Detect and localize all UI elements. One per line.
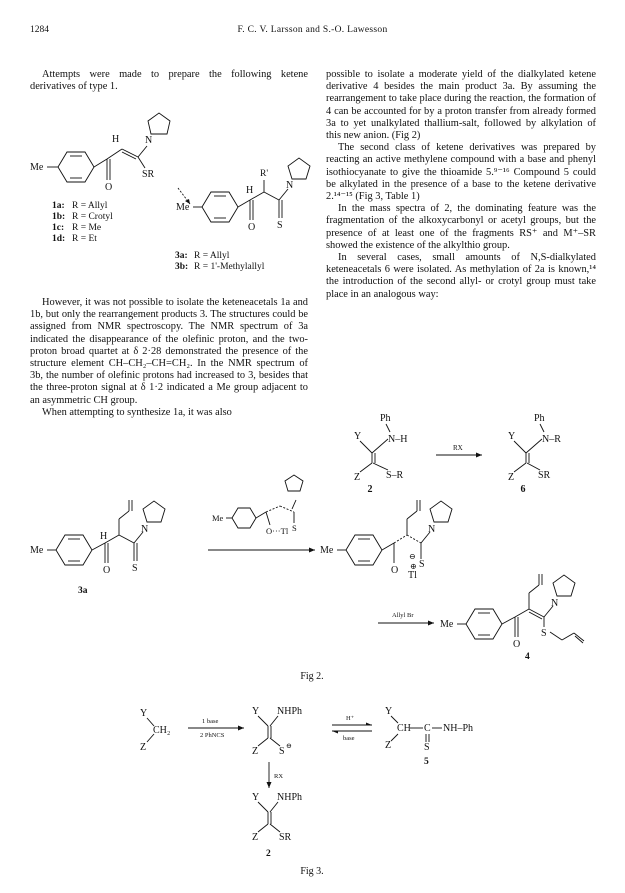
page-number: 1284 [30,25,49,35]
svg-text:S: S [132,563,138,574]
compound-3-structure [176,158,310,233]
thallium-intermediate [320,500,452,581]
thioamide-5 [385,706,473,767]
compound-6-structure [508,413,561,483]
svg-text:N: N [145,135,153,146]
compound-4-structure [440,574,584,662]
svg-text:H: H [112,134,120,145]
svg-text:Me: Me [30,545,44,556]
scheme-2-to-6 [350,408,600,483]
svg-text:1 base: 1 base [202,718,219,725]
left-para-1: Attempts were made to prepare the following ketene derivatives of type 1. [30,69,308,93]
svg-text:O: O [513,639,521,650]
svg-text:Y: Y [140,708,148,719]
svg-text:Tl: Tl [408,570,417,581]
svg-text:R = Crotyl: R = Crotyl [72,212,113,222]
svg-text:2 PhNCS: 2 PhNCS [200,732,225,739]
svg-text:O: O [248,222,256,233]
svg-text:5: 5 [424,757,429,767]
svg-text:CH₂: CH₂ [153,725,171,736]
svg-text:S: S [541,628,547,639]
right-para-3: In the mass spectra of 2, the dominating feature was the fragmentation of the alkoxycarbonyl or acetyl groups, but the presence of at least one of the fragments RS⁺ and M⁺–SR showed the existence of the alkylthio group. [326,203,596,251]
svg-text:SR: SR [538,470,551,481]
compound-3-legend [175,251,265,272]
svg-text:3a:: 3a: [175,251,188,261]
svg-text:Me: Me [212,513,224,523]
svg-text:O···Tl: O···Tl [266,526,289,536]
svg-text:Me: Me [176,202,190,213]
svg-text:Z: Z [252,746,259,757]
svg-text:Allyl Br: Allyl Br [392,612,414,619]
svg-text:S: S [277,220,283,231]
svg-text:RX: RX [453,444,463,452]
fig2-caption: Fig 2. [300,671,324,682]
svg-text:H: H [100,531,108,542]
thallium-salt-reagent [212,475,303,536]
svg-text:S–R: S–R [386,470,404,481]
running-head: F. C. V. Larsson and S.-O. Lawesson [237,25,388,35]
svg-text:O: O [391,565,399,576]
left-column-bottom [30,297,308,419]
svg-text:R = Allyl: R = Allyl [72,201,108,211]
svg-text:⊕: ⊕ [410,562,417,571]
right-para-4: In several cases, small amounts of N,S-dialkylated keteneacetals 6 were isolated. As methylation of 2a is known,¹⁴ the introduction of the second allyl- or crotyl group must take place in an analogous way: [326,252,596,300]
svg-text:R = Me: R = Me [72,223,102,233]
svg-text:N: N [286,180,294,191]
svg-text:Z: Z [385,740,392,751]
compound-2-structure [354,413,407,483]
svg-text:N–R: N–R [542,434,561,445]
svg-text:R': R' [260,169,269,179]
svg-text:Me: Me [440,619,454,630]
figure-2-scheme [30,495,600,665]
svg-text:R = Et: R = Et [72,234,97,244]
scheme-1-structures [30,96,310,296]
svg-text:S: S [279,746,285,757]
svg-text:3b:: 3b: [175,262,189,272]
svg-text:Ph: Ph [380,413,391,424]
svg-text:Ph: Ph [534,413,545,424]
svg-text:S: S [424,742,430,753]
svg-text:1b:: 1b: [52,212,66,222]
svg-text:3a: 3a [78,586,88,596]
svg-text:C: C [424,723,431,734]
svg-text:Y: Y [252,792,260,803]
svg-text:2: 2 [266,849,271,859]
svg-text:O: O [105,182,113,193]
compound-2-number: 2 [367,484,373,495]
right-para-2: The second class of ketene derivatives was prepared by reacting an active methylene compound with a base and phenyl isothiocyanate to give the thioamide 5.⁹⁻¹⁶ Compound 5 could be alkylated in the presence of a base to the ketene derivative 2.¹⁴⁻¹⁵ (Fig 3, Table 1) [326,142,596,203]
svg-text:O: O [103,565,111,576]
right-para-1: possible to isolate a moderate yield of the dialkylated ketene derivative 4 besides the main product 3a. By assuming the rearrangement to take place during the reaction, the formation of 4 can be accounted for by a proton transfer from already formed 3a to yet unalkylated thallium-salt, followed by alkylation of this new anion. (Fig 2) [326,69,596,142]
svg-text:N: N [141,524,149,535]
svg-text:Me: Me [320,545,334,556]
svg-text:Y: Y [252,706,260,717]
svg-text:Z: Z [252,832,259,843]
svg-text:NHPh: NHPh [277,792,303,803]
svg-text:H⁺: H⁺ [346,715,355,722]
thiolate-anion [252,706,302,757]
svg-text:CH: CH [397,723,411,734]
svg-text:N–H: N–H [388,434,408,445]
running-header [30,25,595,39]
compound-3a-structure [30,500,165,596]
right-column [326,69,596,301]
alkylated-compound-2 [252,792,302,859]
svg-text:NH–Ph: NH–Ph [443,723,474,734]
svg-text:base: base [343,735,355,742]
svg-text:S: S [419,559,425,570]
svg-text:SR: SR [279,832,292,843]
compound-1-structure [30,113,170,193]
svg-text:Z: Z [508,472,515,483]
svg-text:1d:: 1d: [52,234,66,244]
svg-text:Y: Y [508,431,516,442]
svg-text:H: H [246,185,254,196]
left-para-3: When attempting to synthesize 1a, it was also [42,406,232,418]
svg-text:⊖: ⊖ [409,552,416,561]
svg-text:Y: Y [385,706,393,717]
active-methylene-compound [140,708,170,753]
left-column-top [30,69,308,93]
compound-1-legend [52,201,113,244]
svg-text:NHPh: NHPh [277,706,303,717]
svg-text:⊖: ⊖ [286,742,292,750]
svg-text:4: 4 [525,652,530,662]
svg-text:R = Allyl: R = Allyl [194,251,230,261]
left-para-2: However, it was not possible to isolate the keteneacetals 1a and 1b, but only the rearrangement products 3. The structures could be assigned from NMR spectroscopy. The NMR spectrum of 3a indicated the disappearance of the olefinic proton, and the two-proton broad quartet at δ 2·28 demonstrated the presence of the structure element CH–CH₂–CH=CH₂. In the NMR spectrum of 3b, the number of olefinic protons had increased to 3, besides that the three-proton signal at δ 1·2 indicated a Me group adjacent to an asymmetric CH group. [30,297,308,406]
svg-text:Me: Me [30,162,44,173]
svg-text:RX: RX [274,773,284,780]
svg-text:1a:: 1a: [52,201,65,211]
compound-6-number: 6 [520,484,526,495]
svg-text:1c:: 1c: [52,223,65,233]
svg-text:N: N [428,524,436,535]
svg-text:R = 1'-Methylallyl: R = 1'-Methylallyl [194,262,265,272]
svg-text:Z: Z [354,472,361,483]
svg-text:N: N [551,598,559,609]
svg-text:Z: Z [140,742,147,753]
figure-3-scheme [140,700,520,859]
svg-text:Y: Y [354,431,362,442]
svg-text:SR: SR [142,169,155,180]
svg-text:S: S [292,523,297,533]
fig3-caption: Fig 3. [300,866,324,877]
